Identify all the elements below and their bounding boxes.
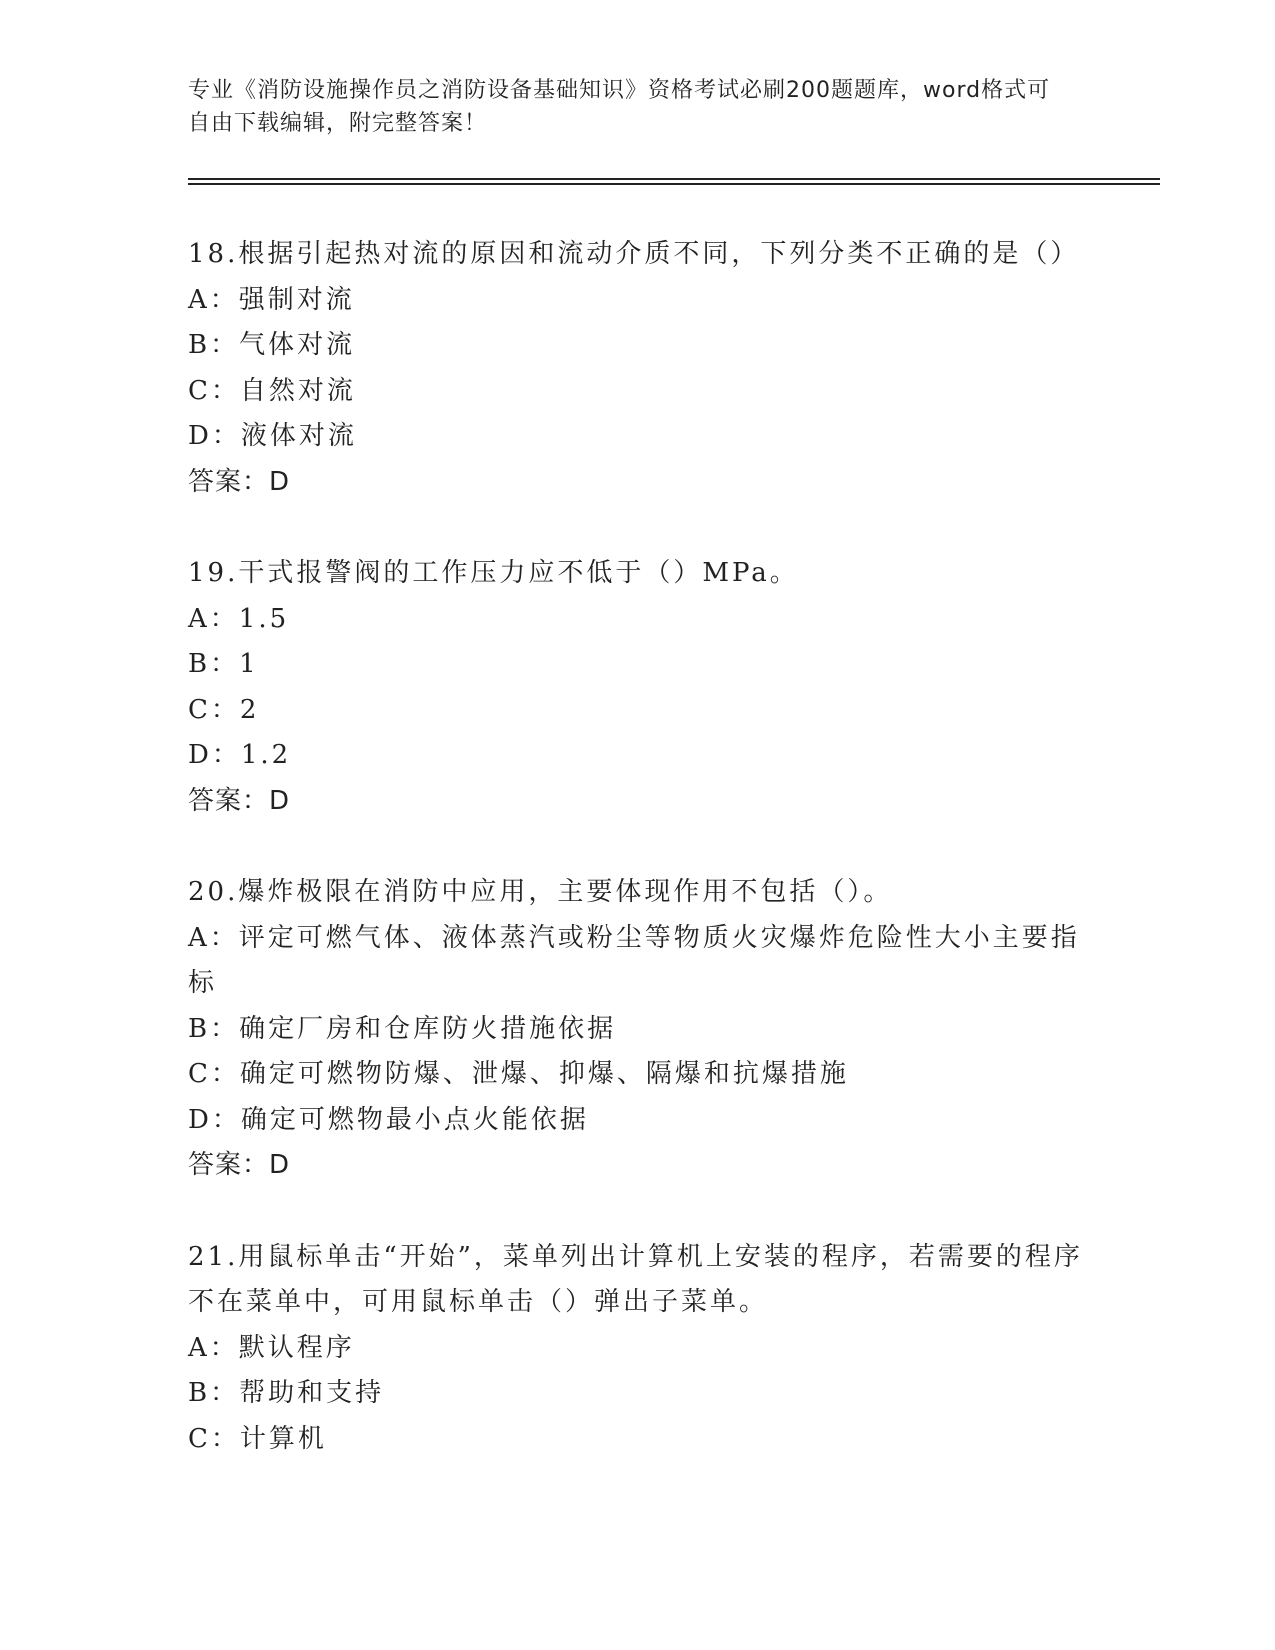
option-b: B：帮助和支持 — [188, 1378, 385, 1408]
option-c: C：确定可燃物防爆、泄爆、抑爆、隔爆和抗爆措施 — [188, 1059, 849, 1089]
question-list — [188, 232, 1088, 1508]
option-b: B：确定厂房和仓库防火措施依据 — [188, 1013, 617, 1044]
option-d: D：确定可燃物最小点火能依据 — [188, 1104, 589, 1135]
question-20 — [188, 870, 1088, 1189]
header-divider-top — [188, 178, 1160, 180]
option-b: B：气体对流 — [188, 330, 356, 360]
question-18 — [188, 232, 1088, 505]
option-d: D：液体对流 — [188, 421, 357, 451]
option-b: B：1 — [188, 649, 259, 679]
question-stem: 21.用鼠标单击“开始”，菜单列出计算机上安装的程序，若需要的程序不在菜单中，可用鼠标单击（）弹出子菜单。 — [188, 1241, 1083, 1317]
answer: 答案：D — [188, 785, 291, 816]
answer: 答案：D — [188, 466, 291, 497]
option-a: A：评定可燃气体、液体蒸汽或粉尘等物质火灾爆炸危险性大小主要指标 — [188, 922, 1080, 998]
question-21 — [188, 1235, 1088, 1463]
header-divider-bottom — [188, 183, 1160, 185]
option-a: A：默认程序 — [188, 1332, 355, 1363]
question-stem: 19.干式报警阀的工作压力应不低于（）MPa。 — [188, 558, 799, 588]
option-c: C：自然对流 — [188, 375, 356, 406]
option-a: A：1.5 — [188, 603, 290, 634]
option-c: C：计算机 — [188, 1423, 327, 1454]
question-19 — [188, 551, 1088, 824]
option-d: D：1.2 — [188, 740, 292, 770]
option-a: A：强制对流 — [188, 284, 355, 315]
option-c: C：2 — [188, 694, 260, 725]
answer: 答案：D — [188, 1150, 291, 1180]
question-stem: 18.根据引起热对流的原因和流动介质不同，下列分类不正确的是（） — [188, 239, 1080, 269]
question-stem: 20.爆炸极限在消防中应用，主要体现作用不包括（）。 — [188, 877, 893, 907]
document-header: 专业《消防设施操作员之消防设备基础知识》资格考试必刷200题题库，word格式可自由下载编辑，附完整答案！ — [188, 78, 1051, 136]
